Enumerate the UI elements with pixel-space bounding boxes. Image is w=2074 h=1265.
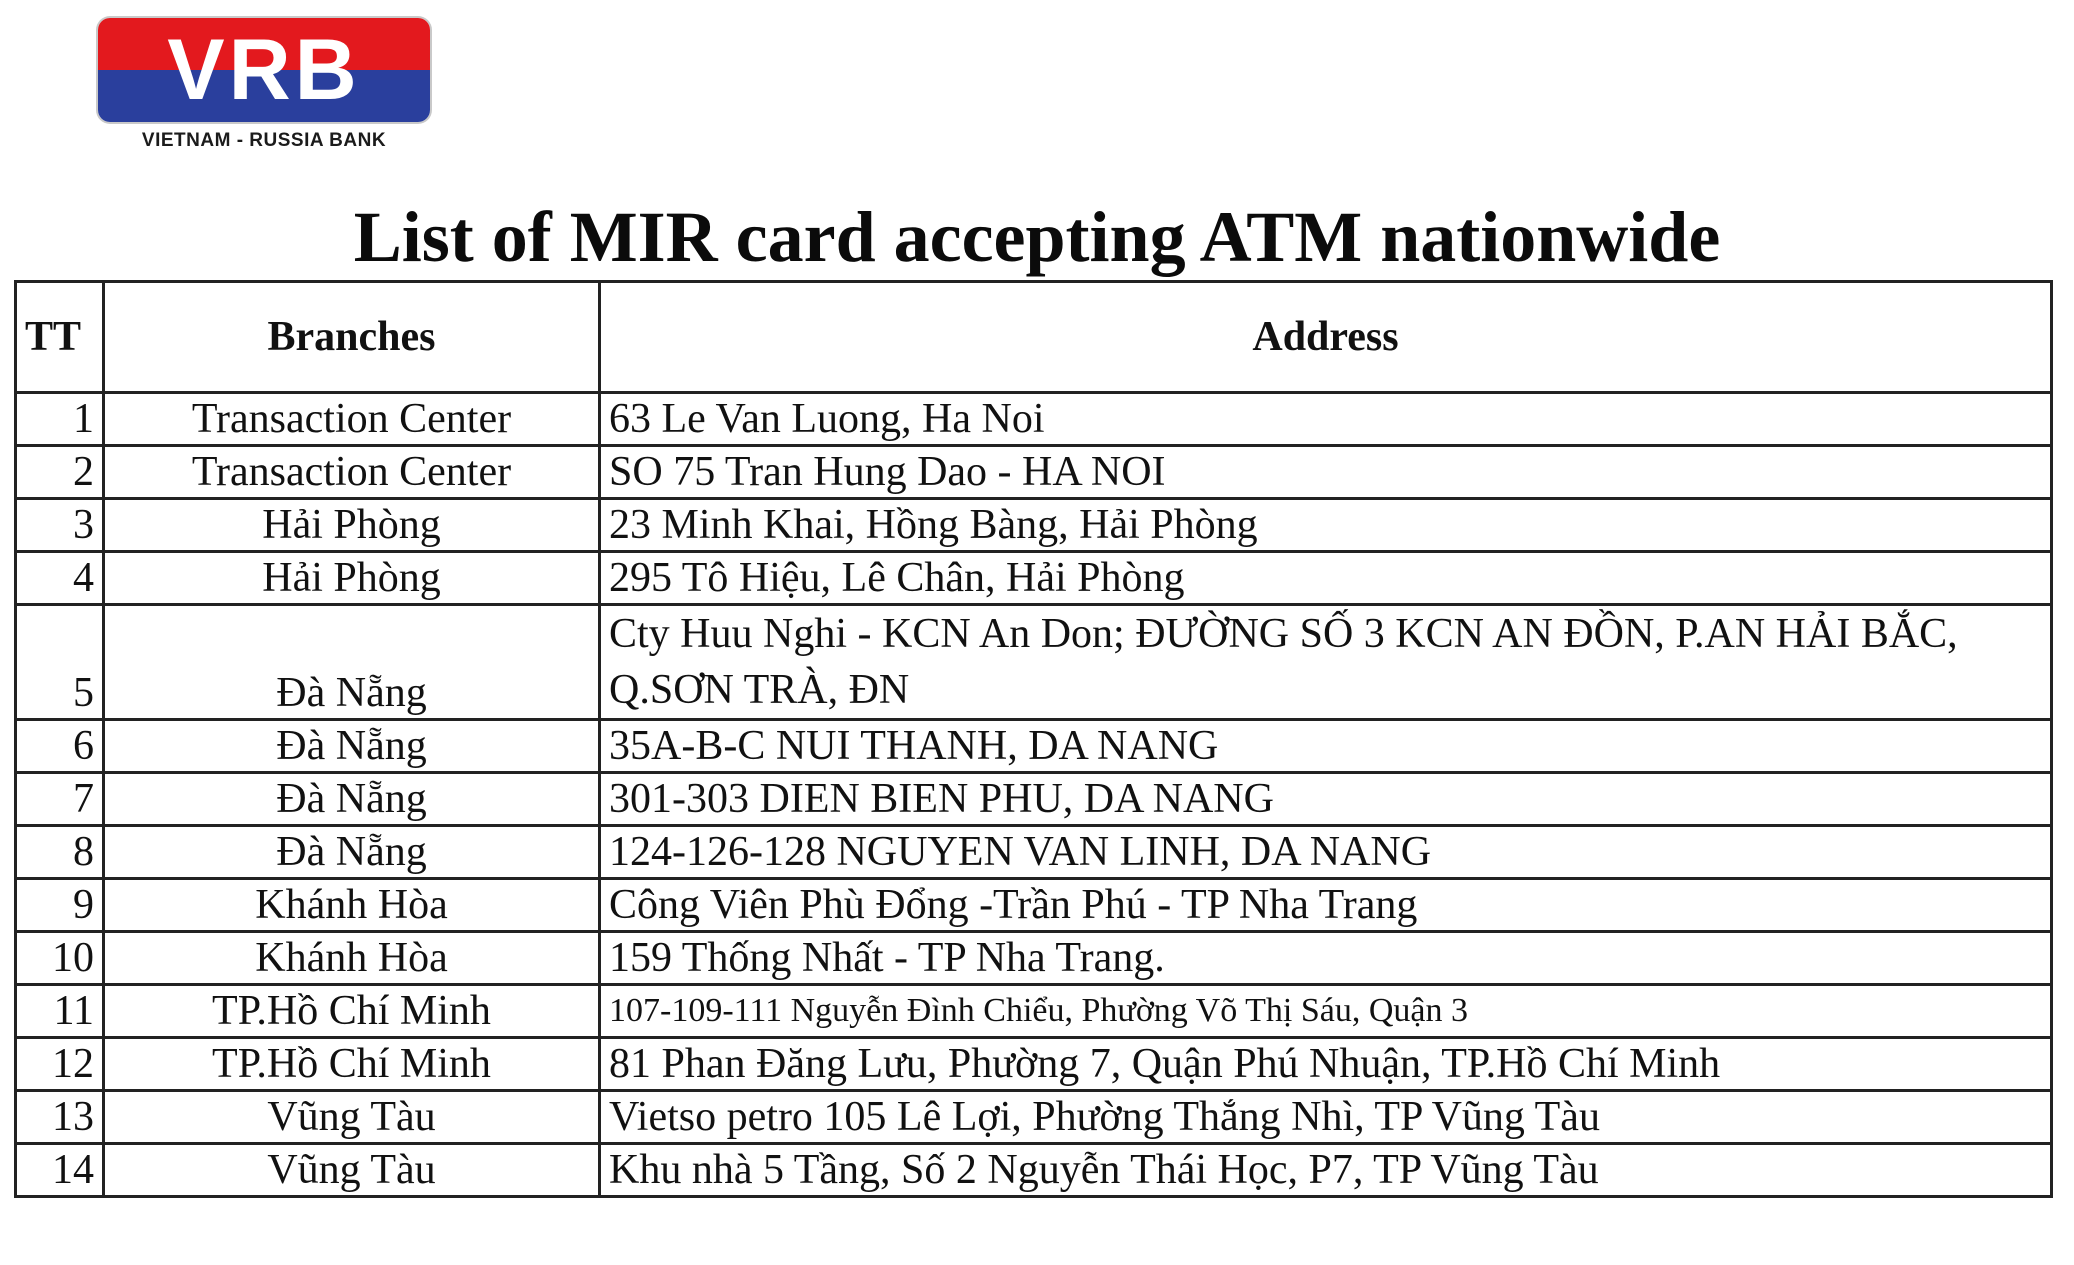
branch-name: Transaction Center — [104, 446, 600, 499]
atm-address: 301-303 DIEN BIEN PHU, DA NANG — [600, 773, 2052, 826]
row-number: 2 — [16, 446, 104, 499]
row-number: 9 — [16, 879, 104, 932]
table-row — [16, 879, 2052, 932]
table-row — [16, 720, 2052, 773]
atm-address: Công Viên Phù Đổng -Trần Phú - TP Nha Trang — [600, 879, 2052, 932]
atm-address: 159 Thống Nhất - TP Nha Trang. — [600, 932, 2052, 985]
logo-caption: VIETNAM - RUSSIA BANK — [141, 130, 387, 151]
row-number: 13 — [16, 1091, 104, 1144]
table-row — [16, 446, 2052, 499]
header-branches: Branches — [104, 282, 600, 393]
atm-address: SO 75 Tran Hung Dao - HA NOI — [600, 446, 2052, 499]
atm-address: Cty Huu Nghi - KCN An Don; ĐƯỜNG SỐ 3 KCN AN ĐỒN, P.AN HẢI BẮC, Q.SƠN TRÀ, ĐN — [600, 605, 2052, 720]
table-row — [16, 1038, 2052, 1091]
table-row — [16, 773, 2052, 826]
branch-name: Đà Nẵng — [104, 826, 600, 879]
table-row — [16, 826, 2052, 879]
branch-name: Đà Nẵng — [104, 773, 600, 826]
branch-name: Hải Phòng — [104, 552, 600, 605]
vrb-logo — [98, 18, 430, 152]
row-number: 8 — [16, 826, 104, 879]
header-address: Address — [600, 282, 2052, 393]
branch-name: Khánh Hòa — [104, 932, 600, 985]
branch-name: Hải Phòng — [104, 499, 600, 552]
table-header-row — [16, 282, 2052, 393]
row-number: 1 — [16, 393, 104, 446]
atm-address: Khu nhà 5 Tầng, Số 2 Nguyễn Thái Học, P7, TP Vũng Tàu — [600, 1144, 2052, 1197]
branch-name: TP.Hồ Chí Minh — [104, 985, 600, 1038]
row-number: 4 — [16, 552, 104, 605]
atm-list-table — [14, 280, 2053, 1198]
atm-address: Vietso petro 105 Lê Lợi, Phường Thắng Nhì, TP Vũng Tàu — [600, 1091, 2052, 1144]
table-row — [16, 499, 2052, 552]
row-number: 5 — [16, 605, 104, 720]
branch-name: Transaction Center — [104, 393, 600, 446]
branch-name: Khánh Hòa — [104, 879, 600, 932]
row-number: 6 — [16, 720, 104, 773]
branch-name: Vũng Tàu — [104, 1091, 600, 1144]
atm-address: 124-126-128 NGUYEN VAN LINH, DA NANG — [600, 826, 2052, 879]
table-row — [16, 605, 2052, 720]
table-row — [16, 552, 2052, 605]
row-number: 10 — [16, 932, 104, 985]
page-title: List of MIR card accepting ATM nationwide — [353, 197, 1721, 277]
atm-address: 81 Phan Đăng Lưu, Phường 7, Quận Phú Nhuận, TP.Hồ Chí Minh — [600, 1038, 2052, 1091]
branch-name: TP.Hồ Chí Minh — [104, 1038, 600, 1091]
header-tt: TT — [16, 282, 104, 393]
branch-name: Vũng Tàu — [104, 1144, 600, 1197]
table-row — [16, 932, 2052, 985]
atm-address: 35A-B-C NUI THANH, DA NANG — [600, 720, 2052, 773]
row-number: 7 — [16, 773, 104, 826]
table-row — [16, 985, 2052, 1038]
table-row — [16, 393, 2052, 446]
table-row — [16, 1091, 2052, 1144]
row-number: 12 — [16, 1038, 104, 1091]
row-number: 11 — [16, 985, 104, 1038]
logo-letters: VRB — [167, 22, 361, 118]
atm-address: 295 Tô Hiệu, Lê Chân, Hải Phòng — [600, 552, 2052, 605]
branch-name: Đà Nẵng — [104, 720, 600, 773]
branch-name: Đà Nẵng — [104, 605, 600, 720]
atm-address: 107-109-111 Nguyễn Đình Chiểu, Phường Võ Thị Sáu, Quận 3 — [600, 985, 2052, 1038]
vrb-logo-badge — [98, 18, 430, 122]
atm-address: 23 Minh Khai, Hồng Bàng, Hải Phòng — [600, 499, 2052, 552]
table-row — [16, 1144, 2052, 1197]
atm-address: 63 Le Van Luong, Ha Noi — [600, 393, 2052, 446]
row-number: 14 — [16, 1144, 104, 1197]
row-number: 3 — [16, 499, 104, 552]
